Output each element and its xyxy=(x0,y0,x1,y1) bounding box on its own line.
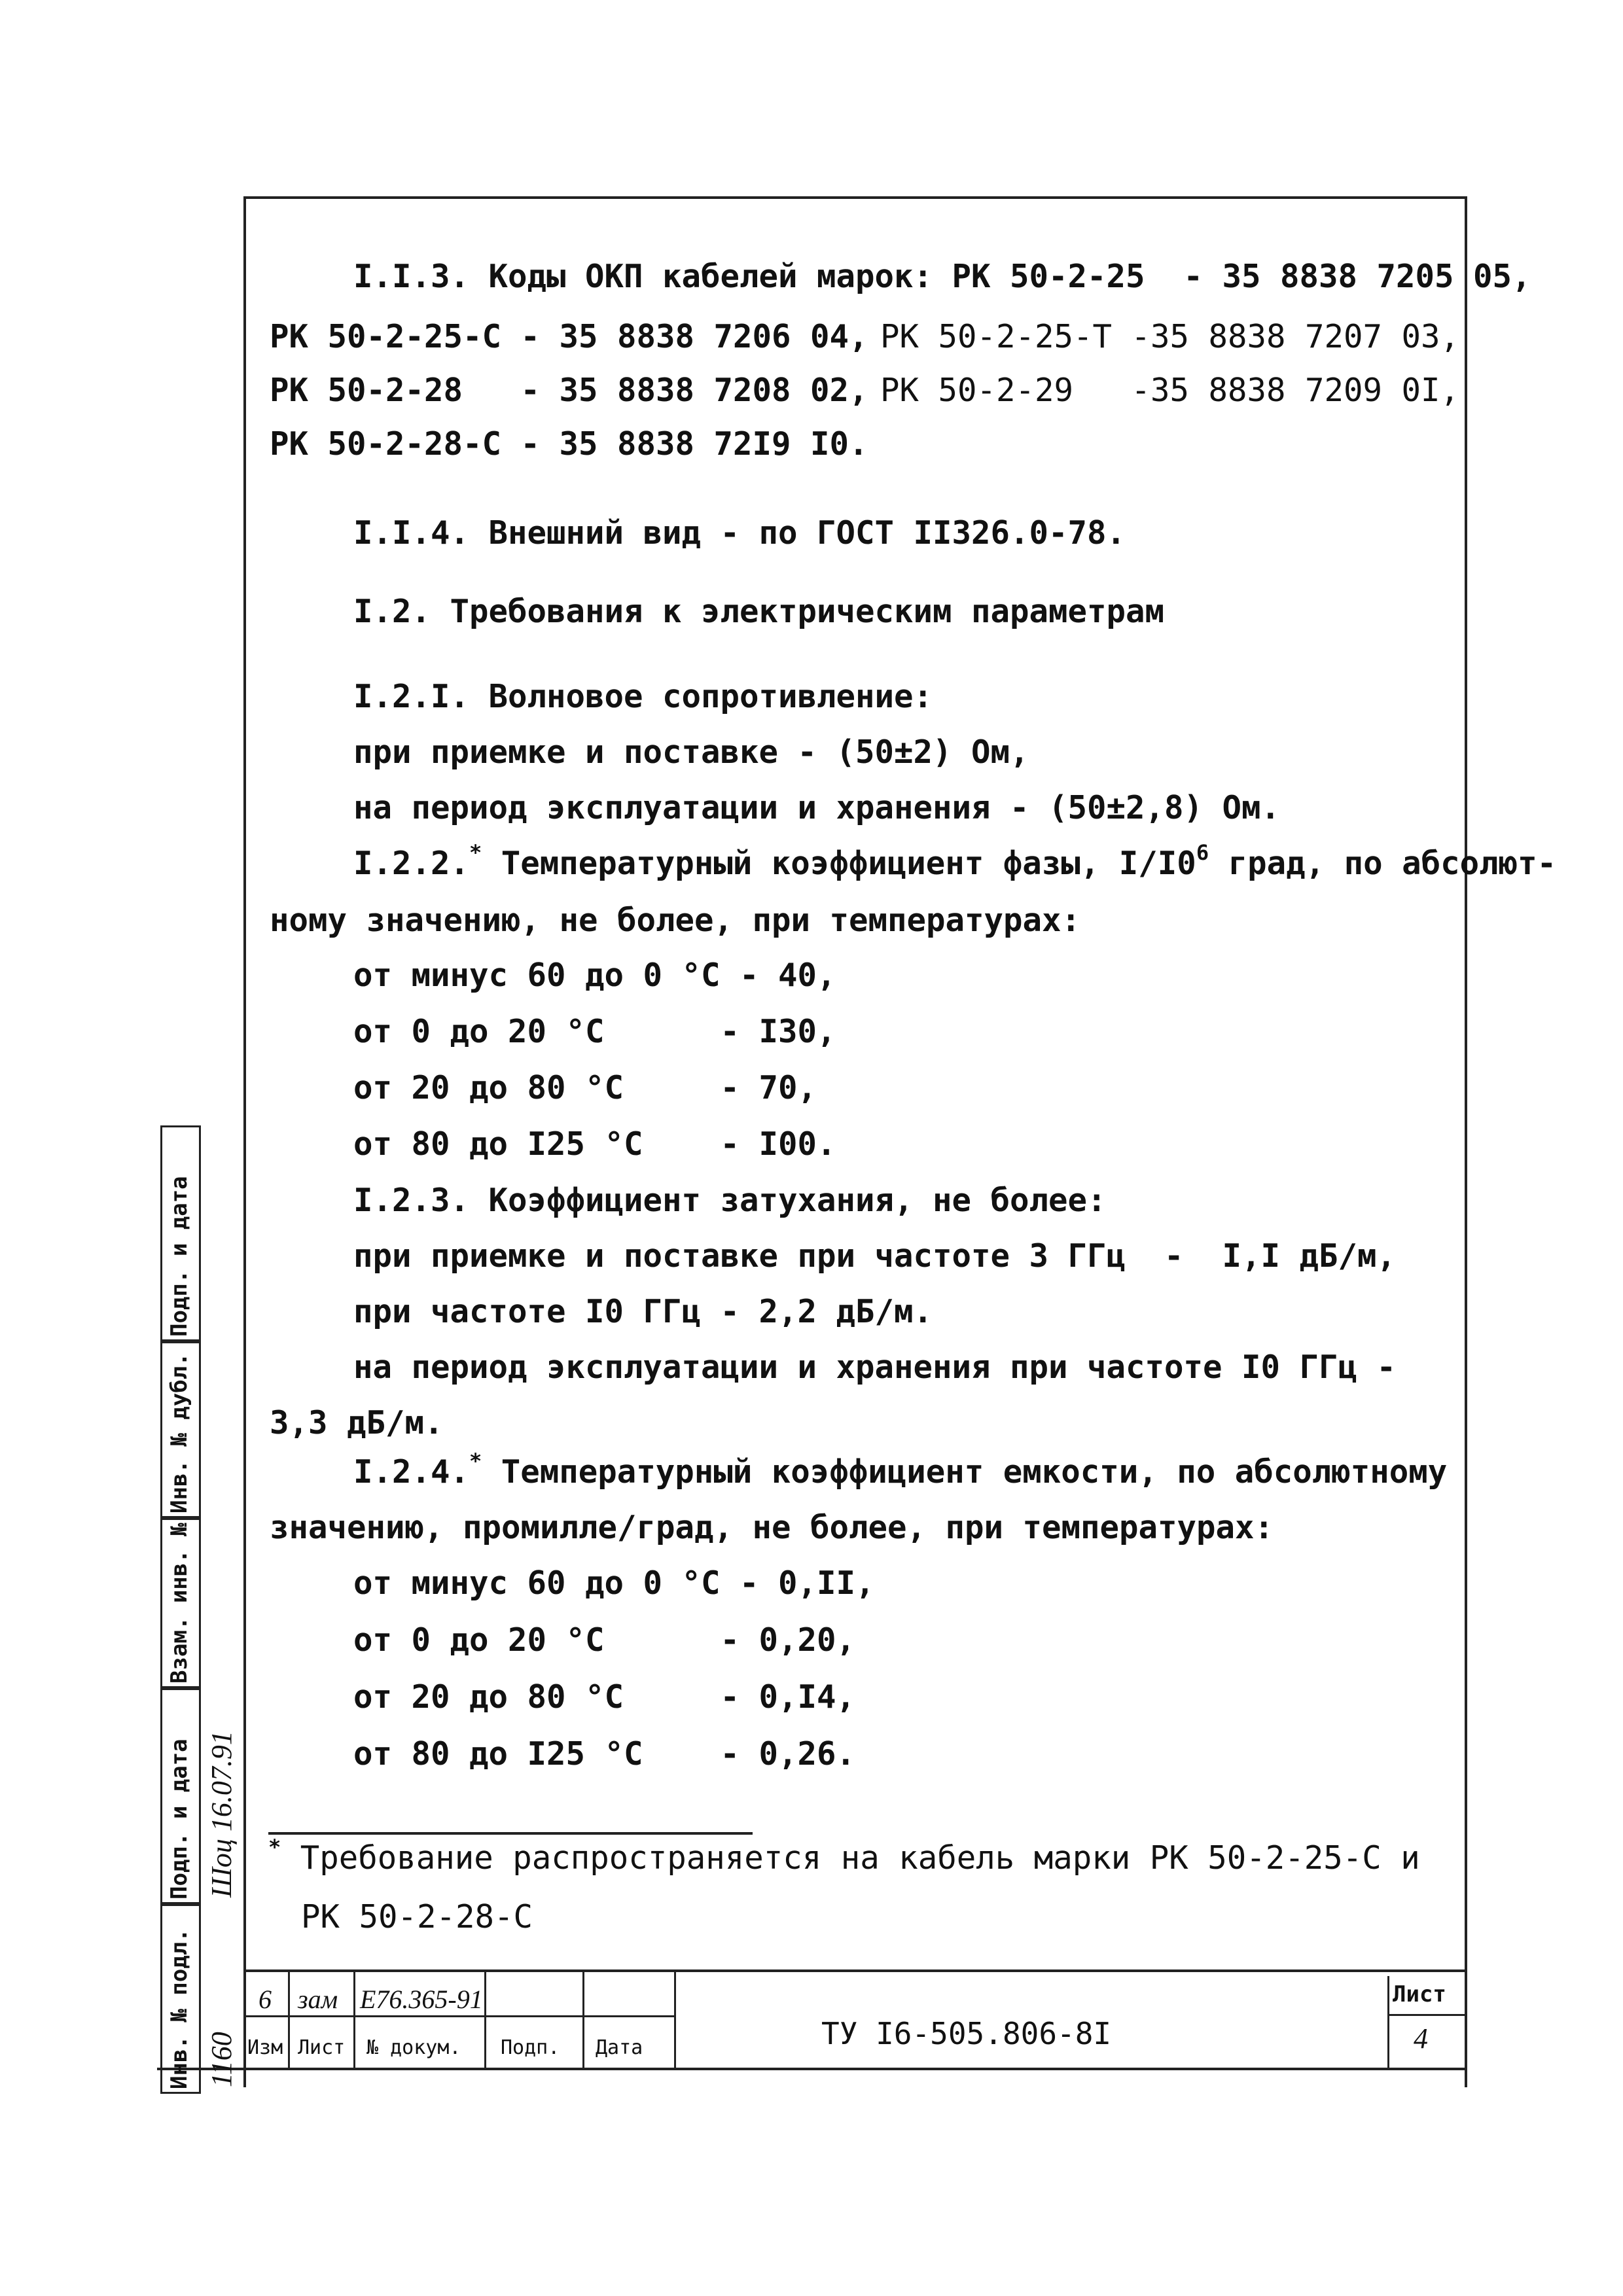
p122-text2: град, по абсолют- xyxy=(1209,845,1557,882)
footnote-rule xyxy=(268,1832,753,1835)
title-block-divider xyxy=(288,1969,290,2068)
p124-row: от 20 до 80 °С - 0,I4, xyxy=(353,1678,856,1716)
p123-line3: на период эксплуатации и хранения при частоте I0 ГГц - xyxy=(353,1349,1397,1386)
title-block-top-rule xyxy=(243,1969,1467,1972)
side-cell xyxy=(160,1518,201,1688)
p124-row: от 80 до I25 °С - 0,26. xyxy=(353,1735,856,1773)
header-izm: Изм xyxy=(247,2036,283,2059)
change-type: зам xyxy=(298,1985,338,2014)
p122-row: от минус 60 до 0 °С - 40, xyxy=(353,957,836,994)
title-block-mid-rule xyxy=(243,2015,675,2017)
p122-line1 xyxy=(353,840,1557,882)
frame-right-border xyxy=(1465,196,1467,2087)
title-block-divider xyxy=(353,1969,355,2068)
side-inventory-number: 1160 xyxy=(205,2032,238,2087)
p12-heading: I.2. Требования к электрическим параметрам xyxy=(353,593,1165,630)
side-cell xyxy=(160,1125,201,1341)
sheet-number: 4 xyxy=(1414,2022,1428,2055)
footnote-line1 xyxy=(268,1835,1420,1877)
frame-top-border xyxy=(243,196,1467,199)
side-cell xyxy=(160,1341,201,1518)
title-block-divider xyxy=(582,1969,584,2068)
p113-line2a: РК 50-2-25-С - 35 8838 7206 04, xyxy=(270,318,868,355)
p123-line4: 3,3 дБ/м. xyxy=(270,1404,444,1441)
p122-row: от 80 до I25 °С - I00. xyxy=(353,1125,836,1163)
title-block-divider xyxy=(484,1969,486,2068)
side-label: Инв. № подл. xyxy=(166,1928,192,2089)
p122-text1: Температурный коэффициент фазы, I/I0 xyxy=(482,845,1196,882)
p113-line1: I.I.3. Коды ОКП кабелей марок: РК 50-2-25 - 35 8838 7205 05, xyxy=(353,258,1531,295)
side-stamp-strip xyxy=(160,1125,245,2094)
header-doc: № докум. xyxy=(366,2036,461,2059)
header-sign: Подп. xyxy=(501,2036,560,2059)
change-number: 6 xyxy=(259,1985,272,2014)
p121-title: I.2.I. Волновое сопротивление: xyxy=(353,678,933,715)
title-block-divider xyxy=(1387,1976,1389,2068)
p121-line1: при приемке и поставке - (50±2) Ом, xyxy=(353,733,1029,771)
side-label: Инв. № дубл. xyxy=(166,1352,192,1513)
p122-line2: ному значению, не более, при температурах: xyxy=(270,902,1081,939)
footnote-text: Требование распространяется на кабель марки РК 50-2-25-С и xyxy=(281,1839,1420,1877)
side-label: Подп. и дата xyxy=(166,1739,192,1899)
change-doc-number: Е76.365-91 xyxy=(360,1985,483,2014)
p113-line2b: РК 50-2-25-Т -35 8838 7207 03, xyxy=(880,318,1460,355)
header-date: Дата xyxy=(596,2036,643,2059)
p122-exp: 6 xyxy=(1196,840,1209,865)
p124-line1 xyxy=(353,1449,1448,1491)
p123-line1: при приемке и поставке при частоте 3 ГГц - I,I дБ/м, xyxy=(353,1237,1397,1275)
p113-line3b: РК 50-2-29 -35 8838 7209 0I, xyxy=(880,372,1460,409)
side-signature: Шоц 16.07.91 xyxy=(205,1731,238,1898)
p124-row: от минус 60 до 0 °С - 0,II, xyxy=(353,1564,875,1602)
p124-line2: значению, промилле/град, не более, при температурах: xyxy=(270,1509,1274,1546)
p124-text1: Температурный коэффициент емкости, по абсолютному xyxy=(482,1453,1448,1491)
p124-num: I.2.4. xyxy=(353,1453,470,1491)
title-block-sheet-rule xyxy=(1387,2014,1465,2016)
p113-line3a: РК 50-2-28 - 35 8838 7208 02, xyxy=(270,372,868,409)
sheet-label: Лист xyxy=(1393,1981,1446,2007)
p122-row: от 0 до 20 °С - I30, xyxy=(353,1013,836,1050)
p114: I.I.4. Внешний вид - по ГОСТ II326.0-78. xyxy=(353,514,1126,552)
p123-title: I.2.3. Коэффициент затухания, не более: xyxy=(353,1182,1107,1219)
doc-designation: ТУ I6-505.806-8I xyxy=(821,2016,1112,2051)
p121-line2: на период эксплуатации и хранения - (50±2,8) Ом. xyxy=(353,789,1281,826)
footnote-star: * xyxy=(268,1835,281,1860)
p122-num: I.2.2. xyxy=(353,845,470,882)
header-list: Лист xyxy=(298,2036,346,2059)
side-cell xyxy=(160,1904,201,2094)
side-label: Подп. и дата xyxy=(166,1176,192,1337)
footnote-line2: РК 50-2-28-С xyxy=(301,1898,533,1935)
p123-line2: при частоте I0 ГГц - 2,2 дБ/м. xyxy=(353,1293,933,1330)
side-label: Взам. инв. № xyxy=(166,1523,192,1684)
p113-line4: РК 50-2-28-С - 35 8838 72I9 I0. xyxy=(270,425,868,463)
p122-star: * xyxy=(469,840,482,865)
p122-row: от 20 до 80 °С - 70, xyxy=(353,1069,817,1106)
p124-star: * xyxy=(469,1449,482,1474)
title-block-bottom-rule xyxy=(157,2068,1467,2070)
p124-row: от 0 до 20 °С - 0,20, xyxy=(353,1621,856,1659)
side-cell xyxy=(160,1688,201,1904)
title-block-divider xyxy=(674,1969,676,2068)
